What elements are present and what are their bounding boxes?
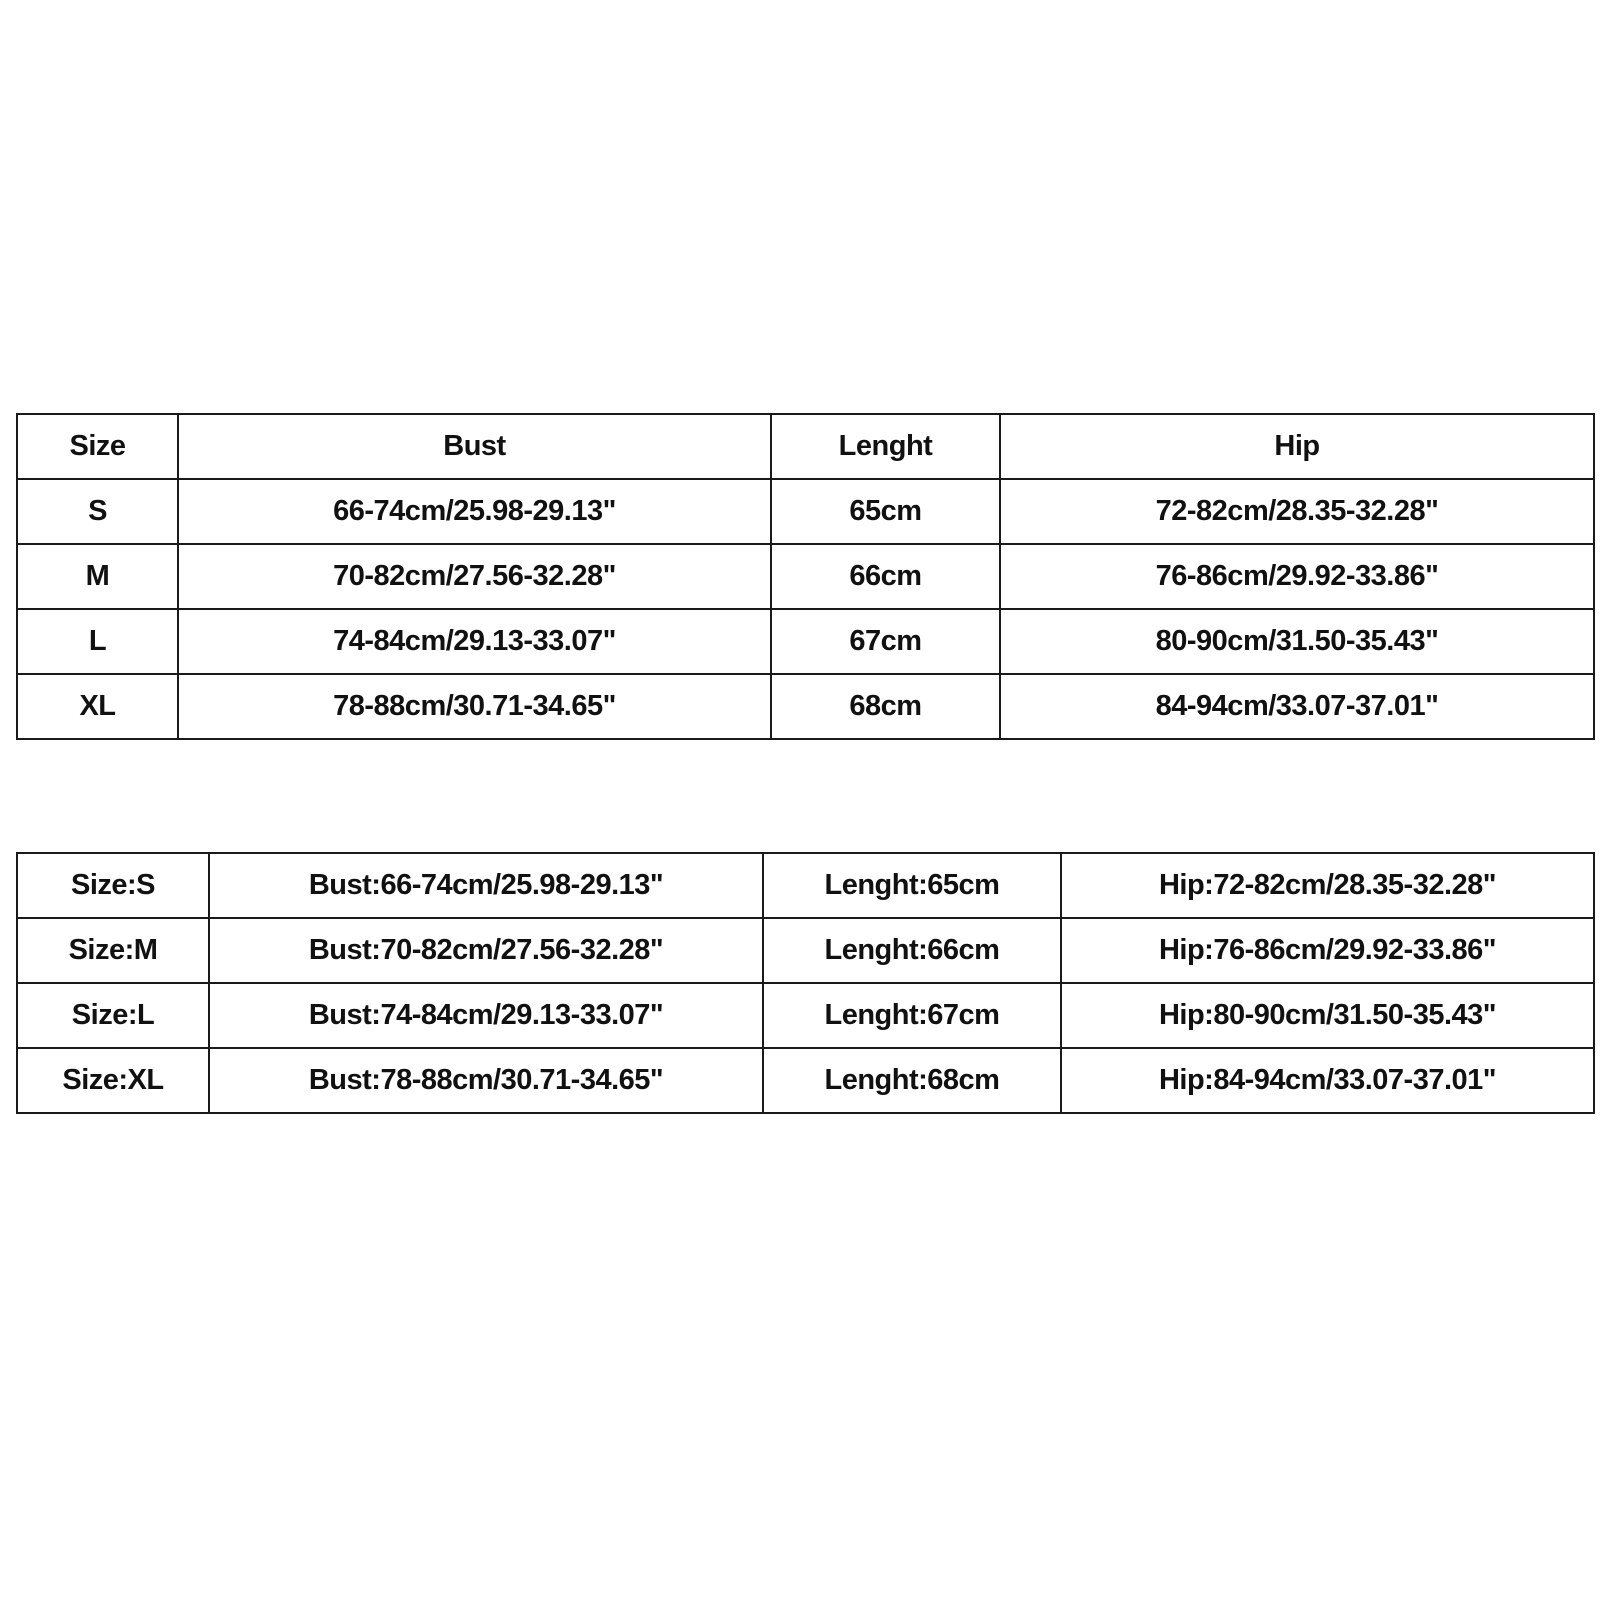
length-cell: Lenght:67cm <box>763 983 1061 1048</box>
bust-cell: Bust:78-88cm/30.71-34.65" <box>209 1048 763 1113</box>
size-cell: M <box>17 544 178 609</box>
length-cell: Lenght:66cm <box>763 918 1061 983</box>
hip-cell: Hip:76-86cm/29.92-33.86" <box>1061 918 1594 983</box>
size-cell: XL <box>17 674 178 739</box>
bust-cell: 66-74cm/25.98-29.13" <box>178 479 771 544</box>
size-cell: S <box>17 479 178 544</box>
length-cell: 68cm <box>771 674 1000 739</box>
hip-cell: Hip:72-82cm/28.35-32.28" <box>1061 853 1594 918</box>
hip-cell: 76-86cm/29.92-33.86" <box>1000 544 1594 609</box>
bust-cell: 74-84cm/29.13-33.07" <box>178 609 771 674</box>
hip-cell: 84-94cm/33.07-37.01" <box>1000 674 1594 739</box>
header-length: Lenght <box>771 414 1000 479</box>
bust-cell: Bust:74-84cm/29.13-33.07" <box>209 983 763 1048</box>
size-cell: Size:XL <box>17 1048 209 1113</box>
size-detail-table <box>16 852 1595 1114</box>
hip-cell: Hip:80-90cm/31.50-35.43" <box>1061 983 1594 1048</box>
size-cell: L <box>17 609 178 674</box>
size-cell: Size:S <box>17 853 209 918</box>
bust-cell: 78-88cm/30.71-34.65" <box>178 674 771 739</box>
hip-cell: Hip:84-94cm/33.07-37.01" <box>1061 1048 1594 1113</box>
header-hip: Hip <box>1000 414 1594 479</box>
table-row <box>17 853 1594 918</box>
size-cell: Size:L <box>17 983 209 1048</box>
length-cell: 67cm <box>771 609 1000 674</box>
table-row <box>17 609 1594 674</box>
length-cell: 66cm <box>771 544 1000 609</box>
hip-cell: 80-90cm/31.50-35.43" <box>1000 609 1594 674</box>
table-header-row <box>17 414 1594 479</box>
size-cell: Size:M <box>17 918 209 983</box>
table-row <box>17 674 1594 739</box>
hip-cell: 72-82cm/28.35-32.28" <box>1000 479 1594 544</box>
size-chart-table <box>16 413 1595 740</box>
length-cell: 65cm <box>771 479 1000 544</box>
header-size: Size <box>17 414 178 479</box>
length-cell: Lenght:65cm <box>763 853 1061 918</box>
header-bust: Bust <box>178 414 771 479</box>
length-cell: Lenght:68cm <box>763 1048 1061 1113</box>
table-row <box>17 918 1594 983</box>
bust-cell: Bust:70-82cm/27.56-32.28" <box>209 918 763 983</box>
table-row <box>17 1048 1594 1113</box>
bust-cell: Bust:66-74cm/25.98-29.13" <box>209 853 763 918</box>
table-row <box>17 983 1594 1048</box>
bust-cell: 70-82cm/27.56-32.28" <box>178 544 771 609</box>
table-row <box>17 479 1594 544</box>
table-row <box>17 544 1594 609</box>
